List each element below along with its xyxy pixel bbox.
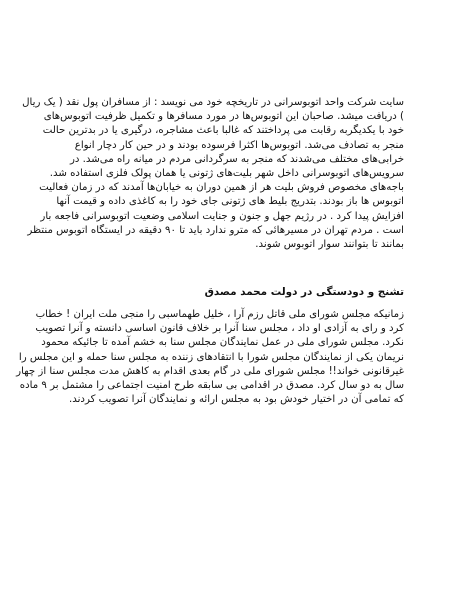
text-line: کرد و رای به آزادی او داد ، مجلس سنا آنرا بر خلاف قانون اساسی دانسته و آنرا تصویب (35, 323, 404, 335)
section-heading: تشنج و دودستگی در دولت محمد مصدق (204, 286, 404, 298)
text-line: که تمامی آن در اختیار خودش بود به مجلس ارائه و نمایندگان آنرا تصویب کردند. (69, 394, 404, 406)
text-line: باجه‌های مخصوص فروش بلیت هر از همین دوران به خیابان‌ها آمدند که در زمان فعالیت (39, 182, 404, 194)
text-line: ) دریافت میشد. صاحبان این اتوبوس‌ها در مورد مسافرها و تکمیل ظرفیت اتوبوس‌های (43, 111, 404, 123)
text-line: اتوبوس ها باز بودند. بتدریج بلیط های ژتونی جای خود را به کاغذی داده و قیمت آنها (56, 196, 404, 208)
text-line: بمانند تا بتوانند سوار اتوبوس شوند. (255, 238, 404, 250)
text-line: نریمان یکی از نمایندگان مجلس شورا با انتقادهای زننده به مجلس سنا حمله و این مجلس را (18, 351, 404, 363)
text-line: منجر به تصادف می‌شد. اتوبوس‌ها اکثرا فرسوده بودند و در حین کار دچار انواع (74, 139, 404, 151)
text-line: نکرد. مجلس شورای ملی در عمل نمایندگان مجلس سنا به خشم آمده تا جائیکه محمود (41, 337, 404, 349)
paragraph-mosaddegh (16, 308, 404, 407)
text-line: است . مردم تهران در مسیرهائی که مترو ندارد باید تا ۹۰ دقیقه در ایستگاه اتوبوس منتظر (27, 224, 404, 236)
text-line: خود با یکدیگربه رقابت می پرداختند که غالبا باعث مشاجره، درگیری یا در بدترین حالت (42, 125, 404, 137)
text-line: سرویس‌های اتوبوسرانی داخل شهر بلیت‌های ژتونی یا همان پولک فلزی استفاده شد. (49, 167, 404, 179)
text-line: خرابی‌های مختلف می‌شدند که منجر به سرگردانی مردم در میانه راه می‌شد. در (69, 153, 404, 165)
paragraph-bus-history (22, 96, 404, 252)
text-line: سایت شرکت واحد اتوبوسرانی در تاریخچه خود می نویسد : از مسافران پول نقد ( یک ریال (22, 97, 404, 108)
text-line: افزایش پیدا کرد . در رژیم جهل و جنون و جنایت اسلامی وضعیت اتوبوسرانی فاجعه بار (40, 210, 404, 222)
text-line: غیرقانونی خواند!! مجلس شورای ملی در گام بعدی اقدام به کاهش مدت مجلس سنا از چهار (16, 365, 404, 377)
text-line: سال به دو سال کرد. مصدق در اقدامی بی سابقه طرح امنیت اجتماعی را مشتمل بر ۹ ماده (19, 379, 404, 391)
text-line: زمانیکه مجلس شورای ملی قاتل رزم آرا ، خلیل طهماسبی را منجی ملت ایران ! خطاب (35, 309, 404, 320)
